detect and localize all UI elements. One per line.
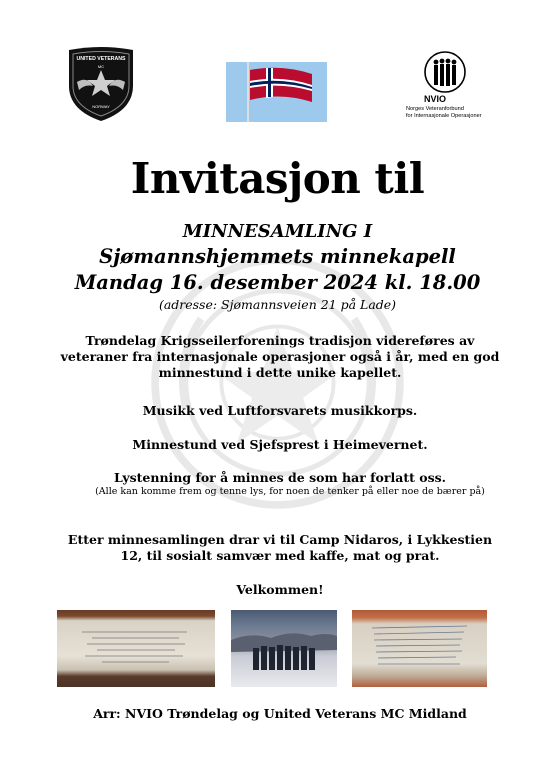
svg-text:NORWAY: NORWAY <box>92 104 110 109</box>
svg-text:MC: MC <box>97 64 105 69</box>
nvio-subtitle-line-1: Norges Veteranforbund <box>406 106 464 112</box>
memorial-line: Minnestund ved Sjefsprest i Heimevernet. <box>132 437 428 452</box>
page-title: Invitasjon til <box>130 154 425 203</box>
welcome-line: Velkommen! <box>236 582 324 597</box>
choir-snow-photo <box>231 610 337 687</box>
after-event-paragraph: Etter minnesamlingen drar vi til Camp Nidaros, i Lykkestien 12, til sosialt samvær med kaffe, mat og prat. <box>67 532 493 563</box>
event-datetime: Mandag 16. desember 2024 kl. 18.00 <box>74 271 481 294</box>
memorial-plaque-photo-left <box>57 610 215 687</box>
intro-paragraph: Trøndelag Krigsseilerforenings tradisjon videreføres av veteraner fra internasjonale operasjoner også i år, med en god minnestund i dette unike kapellet. <box>60 333 500 380</box>
candle-note: (Alle kan komme frem og tenne lys, for noen de tenker på eller noe de bærer på) <box>95 486 485 497</box>
svg-text:UNITED VETERANS: UNITED VETERANS <box>76 56 126 62</box>
united-veterans-mc-logo <box>67 46 135 122</box>
nvio-subtitle-line-2: for Internasjonale Operasjoner <box>406 113 482 119</box>
norwegian-flag-image <box>226 62 327 122</box>
organizers-footer: Arr: NVIO Trøndelag og United Veterans MC Midland <box>93 706 467 721</box>
nvio-logo <box>400 50 520 130</box>
memorial-plaque-photo-right <box>352 610 487 687</box>
music-line: Musikk ved Luftforsvarets musikkorps. <box>142 403 418 418</box>
nvio-title: NVIO <box>424 94 447 104</box>
event-name: MINNESAMLING I <box>182 221 373 242</box>
nvio-figures-icon <box>400 50 520 94</box>
nvio-subtitle <box>406 106 516 120</box>
event-location: Sjømannshjemmets minnekapell <box>99 245 456 268</box>
candle-line: Lystenning for å minnes de som har forlatt oss. <box>113 470 446 485</box>
event-address: (adresse: Sjømannsveien 21 på Lade) <box>158 297 397 312</box>
